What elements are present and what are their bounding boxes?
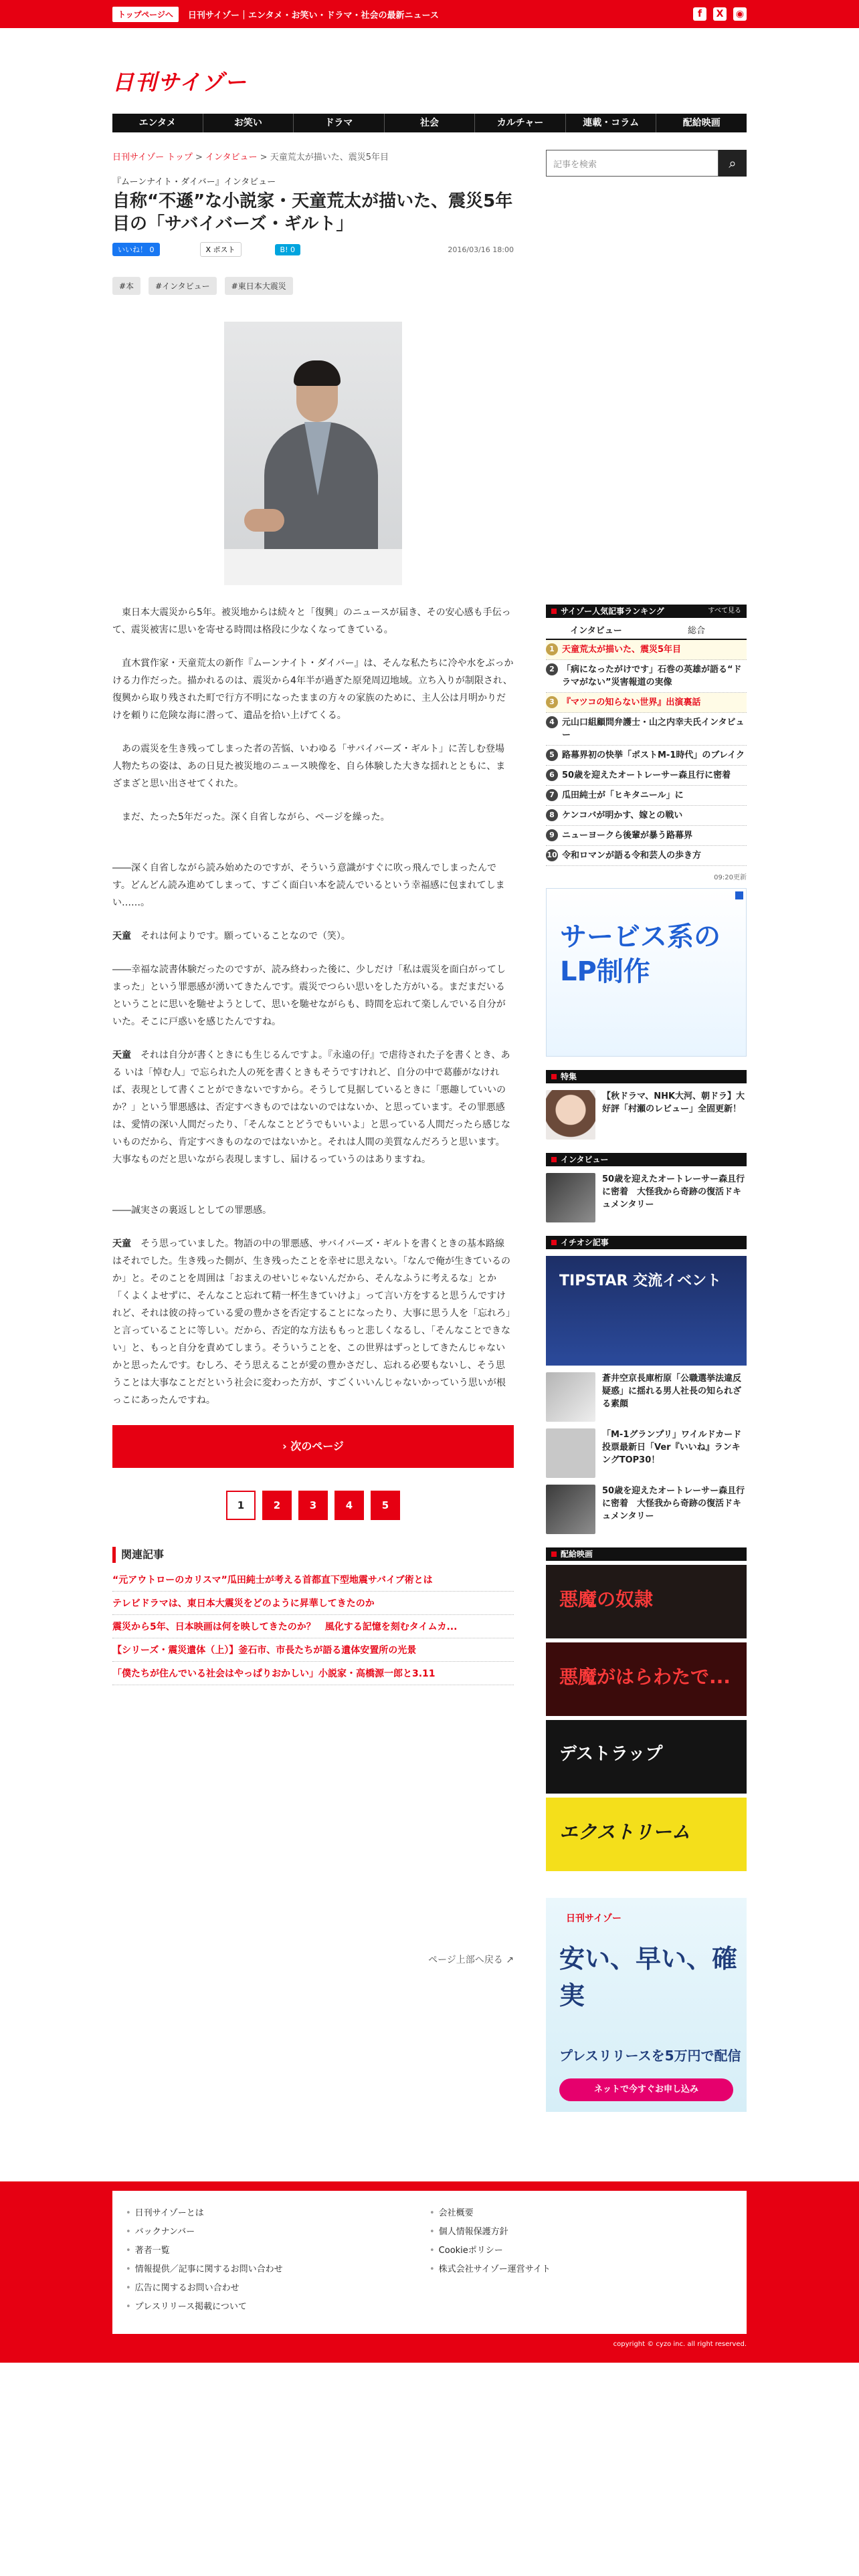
interview-widget: [546, 1153, 747, 1222]
copyright: copyright © cyzo inc. all right reserved.: [613, 2341, 747, 2348]
feature-header: 特集: [546, 1070, 747, 1083]
movie-banner[interactable]: 悪魔の奴隷: [546, 1565, 747, 1638]
search-input[interactable]: 記事を検索: [546, 150, 719, 177]
ad-headline: サービス系の: [560, 922, 721, 952]
footer-link[interactable]: • 個人情報保護方針: [430, 2223, 733, 2242]
tag[interactable]: #本: [112, 277, 140, 295]
press-brand: 日刊サイゾー: [566, 1913, 622, 1924]
footer-links-right: [430, 2204, 733, 2321]
footer-link[interactable]: • 情報提供／記事に関するお問い合わせ: [126, 2260, 430, 2279]
share-row: [112, 242, 514, 257]
header: [112, 28, 747, 114]
ranking-item[interactable]: 1 天童荒太が描いた、震災5年目: [546, 640, 747, 660]
movie-banner[interactable]: デストラップ: [546, 1720, 747, 1794]
author-photo: [224, 322, 402, 585]
tag-list: [112, 277, 514, 295]
footer-link[interactable]: • プレスリリース掲載について: [126, 2298, 430, 2317]
related-list: [112, 1568, 514, 1685]
page-link[interactable]: 4: [335, 1491, 364, 1520]
nav-entertainment[interactable]: エンタメ: [112, 114, 203, 132]
tab-interview[interactable]: インタビュー: [546, 621, 646, 639]
ranking-more-link[interactable]: すべて見る: [708, 607, 741, 615]
answer: [112, 928, 514, 945]
page-top-link[interactable]: ページ上部へ戻る ↗: [428, 1955, 514, 1965]
tag[interactable]: #東日本大震災: [225, 277, 293, 295]
ranking-item[interactable]: 8 ケンコバが明かす、嫁との戦い: [546, 806, 747, 826]
footer-link[interactable]: • 著者一覧: [126, 2242, 430, 2260]
x-icon[interactable]: X: [713, 7, 727, 21]
press-release-banner[interactable]: [546, 1898, 747, 2112]
footer: [0, 2181, 859, 2363]
breadcrumb-sep: >: [260, 152, 268, 163]
feature-widget: [546, 1070, 747, 1140]
hatena-bookmark-button[interactable]: B! 0: [275, 244, 300, 255]
nav-drama[interactable]: ドラマ: [294, 114, 385, 132]
speaker-name: 天童: [112, 931, 131, 942]
search-form: [546, 150, 747, 177]
article-title: 自称“不遜”な小説家・天童荒太が描いた、震災5年目の「サバイバーズ・ギルト」: [112, 191, 513, 234]
tag[interactable]: #インタビュー: [149, 277, 217, 295]
related-item[interactable]: 「僕たちが住んでいる社会はやっぱりおかしい」小説家・高橋源一郎と3.11: [112, 1662, 514, 1685]
movies-header: 配給映画: [546, 1547, 747, 1561]
related-heading: 関連記事: [112, 1547, 514, 1563]
footer-link[interactable]: • 株式会社サイゾー運営サイト: [430, 2260, 733, 2279]
pickup-header: イチオシ記事: [546, 1236, 747, 1249]
nav-movies[interactable]: 配給映画: [682, 118, 721, 128]
breadcrumb: [112, 150, 514, 163]
toppage-button[interactable]: トップページへ: [112, 7, 179, 22]
press-headline: 安い、早い、確実: [559, 1944, 738, 2010]
page-link[interactable]: 3: [298, 1491, 328, 1520]
ranking-item[interactable]: 2 「病になったがけです」石巻の英雄が語る“ドラマがない”災害報道の実像: [546, 660, 747, 693]
movie-banner[interactable]: エクストリーム: [546, 1798, 747, 1871]
ad-headline: LP制作: [560, 956, 650, 987]
related-item[interactable]: テレビドラマは、東日本大震災をどのように昇華してきたのか: [112, 1592, 514, 1615]
paragraph: 直木賞作家・天童荒太の新作『ムーンナイト・ダイバー』は、そんな私たちに冷や水をぶっかける力作だった。描かれるのは、震災から4年半が過ぎた原発周辺地域。立ち入りが制限され、復興から取り残された町で行方不明になったままの方々の家族のために、主人公は月明かりだけを頼りに危険な海に潜って、遺品を拾い上げてくる。: [112, 658, 514, 721]
answer: [112, 1235, 514, 1409]
movies-widget: [546, 1547, 747, 1871]
ranking-item[interactable]: 5 路幕界初の快挙「ポストM-1時代」のブレイク: [546, 746, 747, 766]
related-item[interactable]: 【シリーズ・震災遺体（上）】釜石市、市長たちが語る遺体安置所の光景: [112, 1638, 514, 1662]
paragraph: 東日本大震災から5年。被災地からは続々と「復興」のニュースが届き、その安心感も手伝って、震災被害に思いを寄せる時間は格段に少なくなってきている。: [112, 607, 511, 635]
nav-society[interactable]: 社会: [385, 114, 476, 132]
press-subline: プレスリリースを5万円で配信: [559, 2048, 741, 2064]
interview-thumbnail: [546, 1173, 595, 1222]
nav-column[interactable]: 連載・コラム: [566, 114, 657, 132]
footer-links-left: [126, 2204, 430, 2321]
article-main: [112, 150, 514, 2112]
footer-link[interactable]: • バックナンバー: [126, 2223, 430, 2242]
question: ――誠実さの裏返しとしての罪悪感。: [112, 1205, 272, 1216]
ranking-item[interactable]: 6 50歳を迎えたオートレーサー森且行に密着: [546, 766, 747, 786]
footer-link[interactable]: • 広告に関するお問い合わせ: [126, 2279, 430, 2298]
ranking-item[interactable]: 4 元山口組顧問弁護士・山之内幸夫氏インタビュー: [546, 713, 747, 746]
footer-link[interactable]: • 日刊サイゾーとは: [126, 2204, 430, 2223]
answer-text: それは何よりです。願っていることなので（笑）。: [140, 931, 351, 942]
pickup-item[interactable]: 蒼井空京長庫桁原「公職選挙法違反疑惑」に揺れる男人社長の知られざる素顔: [546, 1372, 747, 1422]
feature-item[interactable]: 【秋ドラマ、NHK大河、朝ドラ】大好評「村瀬のレビュー」全固更新！: [546, 1090, 747, 1140]
movie-banner[interactable]: 悪魔がはらわたで...: [546, 1642, 747, 1716]
ranking-item[interactable]: 10 令和ロマンが語る令和芸人の歩き方: [546, 846, 747, 866]
breadcrumb-current: 天童荒太が描いた、震災5年目: [270, 152, 389, 163]
paragraph: まだ、たった5年だった。深く自省しながら、ページを繰った。: [122, 812, 390, 823]
pickup-main[interactable]: TIPSTAR 交流イベント: [546, 1256, 747, 1366]
related-item[interactable]: 震災から5年、日本映画は何を映してきたのか？ 風化する記憶を刻むタイムカ...: [112, 1615, 514, 1638]
press-cta-button[interactable]: ネットで今すぐお申し込み: [559, 2078, 733, 2101]
pickup-thumbnail: [546, 1372, 595, 1422]
page-link[interactable]: 2: [262, 1491, 292, 1520]
site-logo[interactable]: 日刊サイゾー: [112, 70, 248, 95]
pagination: [112, 1491, 514, 1520]
speaker-name: 天童: [112, 1239, 131, 1249]
footer-link[interactable]: • 会社概要: [430, 2204, 733, 2223]
next-page-button[interactable]: [112, 1425, 514, 1468]
ranking-tabs: [546, 621, 747, 640]
feature-thumbnail: [546, 1090, 595, 1140]
ranking-item[interactable]: 9 ニューヨークら後輩が暴う路幕界: [546, 826, 747, 846]
question: ――深く自省しながら読み始めたのですが、そういう意識がすぐに吹っ飛んでしまったんです。どんどん読み進めてしまって、すごく面白い本を読んでいるという幸福感に包まれてしまい……。: [112, 863, 505, 908]
question: ――幸福な読書体験だったのですが、読み終わった後に、少しだけ「私は震災を面白がってしまった」という罪悪感が湧いてきたんです。震災でつらい思いをした方がいる。まだまだいるということに思いを馳せようとして、思いを馳せながらも、時間を忘れて楽しんでいる自分がいた。そこに戸惑いを感じたんですね。: [112, 964, 506, 1027]
global-nav: [112, 114, 747, 132]
ranking-item[interactable]: 7 瓜田純士が「ヒキタニール」に: [546, 786, 747, 806]
sidebar: [546, 150, 747, 2112]
top-bar: [0, 0, 859, 28]
page-link-current[interactable]: 1: [226, 1491, 256, 1520]
nav-culture[interactable]: カルチャー: [475, 114, 566, 132]
paragraph: あの震災を生き残ってしまった者の苦悩、いわゆる「サバイバーズ・ギルト」に苦しむ登場人物たちの姿は、あの日見た被災地のニュース映像を、自ら体験した大きな揺れとともに、まざまざと思い出させてくれた。: [112, 744, 506, 789]
pickup-item[interactable]: 「M-1グランプリ」ワイルドカード投票最新日「Ver『いいね』ランキングTOP30！: [546, 1428, 747, 1478]
related-item[interactable]: “元アウトローのカリスマ”瓜田純士が考える首都直下型地震サバイブ術とは: [112, 1568, 514, 1592]
ranking-updated: 09:20更新: [714, 874, 747, 881]
speaker-name: 天童: [112, 1050, 131, 1061]
pickup-widget: [546, 1236, 747, 1534]
article-body: [112, 604, 514, 1409]
rss-icon[interactable]: ◉: [733, 7, 747, 21]
facebook-like-button[interactable]: いいね！ 0: [112, 243, 160, 256]
answer-text: それは自分が書くときにも生じるんですよ。『永遠の仔』で虐待された子を書くとき、ある いは「悼む人」で忘られた人の死を書くときもそうですけれど、自分の中で葛藤がなければ、表現として書くことができないですから。そうして見据しているときに「悪趣していいのか？」という罪悪感は、否定すべきものではないのではないか、と思っています。その罪悪感は、愛情の深い人間だったり、「そんなことどうでもいいよ」と思っている人間だったら感じないものだから、肯定すべきものなのではないかと。それは人間の美質なんだろうと思います。大事なものだと思いながら表現しますし、届けるっていうのはありますね。: [112, 1050, 510, 1165]
breadcrumb-home[interactable]: 日刊サイゾー トップ: [112, 152, 193, 163]
interview-header: インタビュー: [546, 1153, 747, 1166]
interview-item[interactable]: 50歳を迎えたオートレーサー森且行に密着 大怪我から奇跡の復活ドキュメンタリー: [546, 1173, 747, 1222]
footer-link[interactable]: • Cookieポリシー: [430, 2242, 733, 2260]
ranking-widget: [546, 605, 747, 881]
pickup-item[interactable]: 50歳を迎えたオートレーサー森且行に密着 大怪我から奇跡の復活ドキュメンタリー: [546, 1485, 747, 1534]
answer-text: そう思っていました。物語の中の罪悪感、サバイバーズ・ギルトを書くときの基本路線はそれでした。生き残った側が、生き残ったことを幸せに思えない。「なんで俺が生きているのか」と。そのことを周囲は「おまえのせいじゃないんだから、そんなふうに考えるな」とか「くよくよせずに、そんなこと忘れて精一杯生きていけよ」って言い方をすると思うんですけれど、それは彼の持っている愛の豊かさを否定することになったり、大事に思う人を「忘れろ」と言っていることに等しい。だから、否定的な方法ももっと悲しくなるし、「そんなことできない」と、もっと自分を責めてしまう。そういうことを、この世界はずっとしてきたんじゃないかと思ったんです。むしろ、そう思えることが愛の豊かさだし、忘れる必要もないし、そう思うことは大事なことだという社会に変わった方が、すごくいいんじゃないかっていう思いが根っこにあったんですね。: [112, 1239, 510, 1406]
arrow-up-icon: ↗: [506, 1955, 514, 1965]
breadcrumb-sep: >: [195, 152, 203, 163]
article-kicker: 『ムーンナイト・ダイバー』インタビュー: [112, 177, 276, 187]
chevron-right-icon: ›: [282, 1440, 287, 1453]
next-page-label: 次のページ: [290, 1440, 344, 1453]
facebook-icon[interactable]: f: [693, 7, 706, 21]
pickup-thumbnail: [546, 1485, 595, 1534]
page-link[interactable]: 5: [371, 1491, 400, 1520]
tab-overall[interactable]: 総合: [687, 626, 705, 636]
ranking-item[interactable]: 3 『マツコの知らない世界』出演裏話: [546, 693, 747, 713]
ranking-header: サイゾー人気記事ランキング すべて見る: [546, 605, 747, 618]
breadcrumb-category[interactable]: インタビュー: [205, 152, 258, 163]
site-tagline: 日刊サイゾー｜エンタメ・お笑い・ドラマ・社会の最新ニュース: [187, 10, 439, 21]
nav-owarai[interactable]: お笑い: [203, 114, 294, 132]
answer: [112, 1047, 514, 1168]
x-post-button[interactable]: X ポスト: [200, 242, 242, 257]
ad-info-icon[interactable]: [735, 891, 743, 899]
ad-banner[interactable]: [546, 888, 747, 1057]
article-date: 2016/03/16 18:00: [448, 245, 514, 254]
pickup-thumbnail: [546, 1428, 595, 1478]
search-icon[interactable]: ⌕: [719, 150, 747, 177]
